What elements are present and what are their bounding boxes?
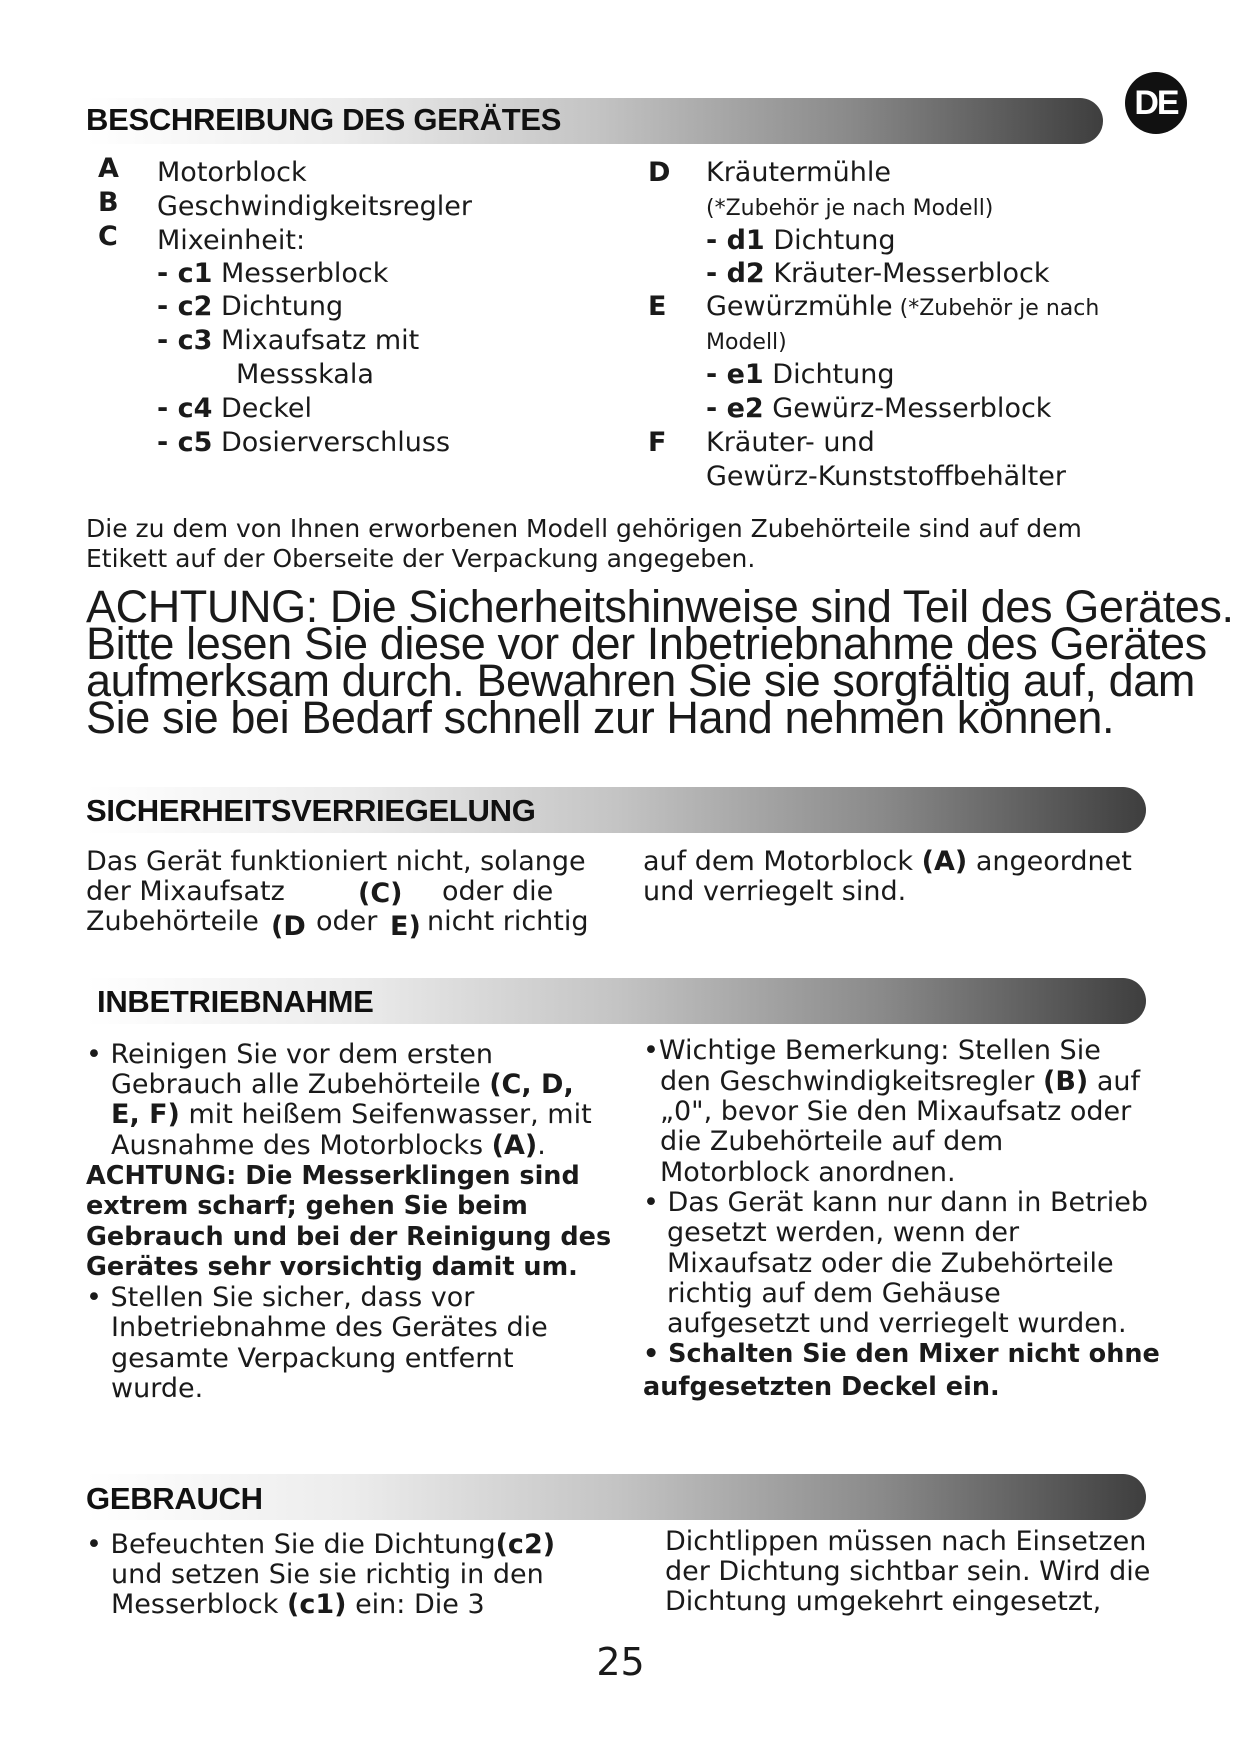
- text-line: gesetzt werden, wenn der: [667, 1217, 1020, 1248]
- text-line: Inbetriebnahme des Gerätes die: [111, 1312, 548, 1343]
- bullet-line: •Wichtige Bemerkung: Stellen Sie: [643, 1035, 1101, 1066]
- text-line: Messerblock (c1) ein: Die 3: [111, 1589, 485, 1620]
- bullet-line: • Das Gerät kann nur dann in Betrieb: [643, 1187, 1149, 1218]
- sub-part: - c5 Dosierverschluss: [157, 427, 451, 458]
- text-line: auf dem Motorblock (A) angeordnet: [643, 846, 1132, 877]
- text-line: die Zubehörteile auf dem: [660, 1126, 1004, 1157]
- text-line: den Geschwindigkeitsregler (B) auf: [660, 1066, 1141, 1097]
- section-title-lock: SICHERHEITSVERRIEGELUNG: [86, 793, 536, 828]
- mixer-warning: aufgesetzten Deckel ein.: [643, 1372, 1000, 1402]
- text-line: „0", bevor Sie den Mixaufsatz oder: [660, 1096, 1132, 1127]
- sub-part: - c2 Dichtung: [157, 291, 344, 322]
- text-line: aufgesetzt und verriegelt wurden.: [667, 1308, 1127, 1339]
- accessory-note: Die zu dem von Ihnen erworbenen Modell gehörigen Zubehörteile sind auf dem Etikett auf der Oberseite der Verpackung angegeben.: [86, 514, 1082, 573]
- part-letter: D: [648, 157, 671, 188]
- text-line: Motorblock anordnen.: [660, 1157, 956, 1188]
- bullet-line: • Befeuchten Sie die Dichtung(c2): [86, 1529, 556, 1560]
- text-line: und setzen Sie sie richtig in den: [111, 1559, 544, 1590]
- sub-part: - d2 Kräuter-Messerblock: [706, 258, 1050, 289]
- bullet-line: • Stellen Sie sicher, dass vor: [86, 1282, 475, 1313]
- part-note: Modell): [706, 330, 787, 355]
- blade-warning: Gerätes sehr vorsichtig damit um.: [86, 1252, 578, 1282]
- part-label: Kräuter- und: [706, 427, 875, 458]
- part-label: Motorblock: [157, 157, 307, 188]
- section-title-startup: INBETRIEBNAHME: [97, 984, 374, 1019]
- text-line: der Dichtung sichtbar sein. Wird die: [665, 1556, 1151, 1587]
- text-line: oder: [316, 906, 378, 937]
- section-title-usage: GEBRAUCH: [86, 1481, 263, 1516]
- safety-warning: ACHTUNG: Die Sicherheitshinweise sind Teil des Gerätes. Bitte lesen Sie diese vor der Inbetriebnahme des Gerätes aufmerksam durch. Bewahren Sie sie sorgfältig auf, dam Sie sie bei Bedarf schnell zur Hand nehmen können.: [86, 581, 1234, 743]
- sub-part: - c1 Messerblock: [157, 258, 389, 289]
- language-badge: DE: [1125, 72, 1187, 134]
- text-line: richtig auf dem Gehäuse: [667, 1278, 1001, 1309]
- part-label-continuation: Gewürz-Kunststoffbehälter: [706, 461, 1066, 492]
- blade-warning: Gebrauch und bei der Reinigung des: [86, 1222, 612, 1252]
- part-letter: F: [648, 427, 667, 458]
- text-line: oder die: [442, 876, 554, 907]
- sub-part-continuation: Messskala: [236, 359, 374, 390]
- text-line: Ausnahme des Motorblocks (A).: [111, 1130, 546, 1161]
- part-letter: B: [98, 187, 119, 218]
- text-line: wurde.: [111, 1373, 204, 1404]
- part-letter: A: [98, 153, 119, 184]
- text-line: Gebrauch alle Zubehörteile (C, D,: [111, 1069, 574, 1100]
- sub-part: - c3 Mixaufsatz mit: [157, 325, 420, 356]
- text-line: gesamte Verpackung entfernt: [111, 1343, 514, 1374]
- part-ref: (D: [271, 911, 306, 942]
- blade-warning: extrem scharf; gehen Sie beim: [86, 1191, 528, 1221]
- part-note: (*Zubehör je nach Modell): [706, 196, 994, 221]
- part-letter: C: [98, 221, 118, 252]
- text-line: Zubehörteile: [86, 906, 259, 937]
- sub-part: - c4 Deckel: [157, 393, 313, 424]
- text-line: E, F) mit heißem Seifenwasser, mit: [111, 1099, 592, 1130]
- part-label: Geschwindigkeitsregler: [157, 191, 472, 222]
- text-line: Das Gerät funktioniert nicht, solange: [86, 846, 586, 877]
- part-letter: E: [648, 291, 667, 322]
- mixer-warning: • Schalten Sie den Mixer nicht ohne: [643, 1339, 1160, 1369]
- section-title-description: BESCHREIBUNG DES GERÄTES: [86, 102, 562, 137]
- part-ref: E): [390, 911, 421, 942]
- text-line: Mixaufsatz oder die Zubehörteile: [667, 1248, 1114, 1279]
- sub-part: - d1 Dichtung: [706, 225, 896, 256]
- text-line: Dichtlippen müssen nach Einsetzen: [665, 1526, 1147, 1557]
- text-line: nicht richtig: [427, 906, 589, 937]
- sub-part: - e2 Gewürz-Messerblock: [706, 393, 1052, 424]
- blade-warning: ACHTUNG: Die Messerklingen sind: [86, 1161, 580, 1191]
- part-label: Kräutermühle: [706, 157, 891, 188]
- page-number: 25: [596, 1640, 645, 1684]
- part-label: Gewürzmühle (*Zubehör je nach: [706, 291, 1100, 322]
- text-line: der Mixaufsatz: [86, 876, 285, 907]
- bullet-line: • Reinigen Sie vor dem ersten: [86, 1039, 493, 1070]
- sub-part: - e1 Dichtung: [706, 359, 895, 390]
- text-line: Dichtung umgekehrt eingesetzt,: [665, 1586, 1102, 1617]
- text-line: und verriegelt sind.: [643, 876, 907, 907]
- part-label: Mixeinheit:: [157, 225, 306, 256]
- part-ref: (C): [358, 878, 403, 909]
